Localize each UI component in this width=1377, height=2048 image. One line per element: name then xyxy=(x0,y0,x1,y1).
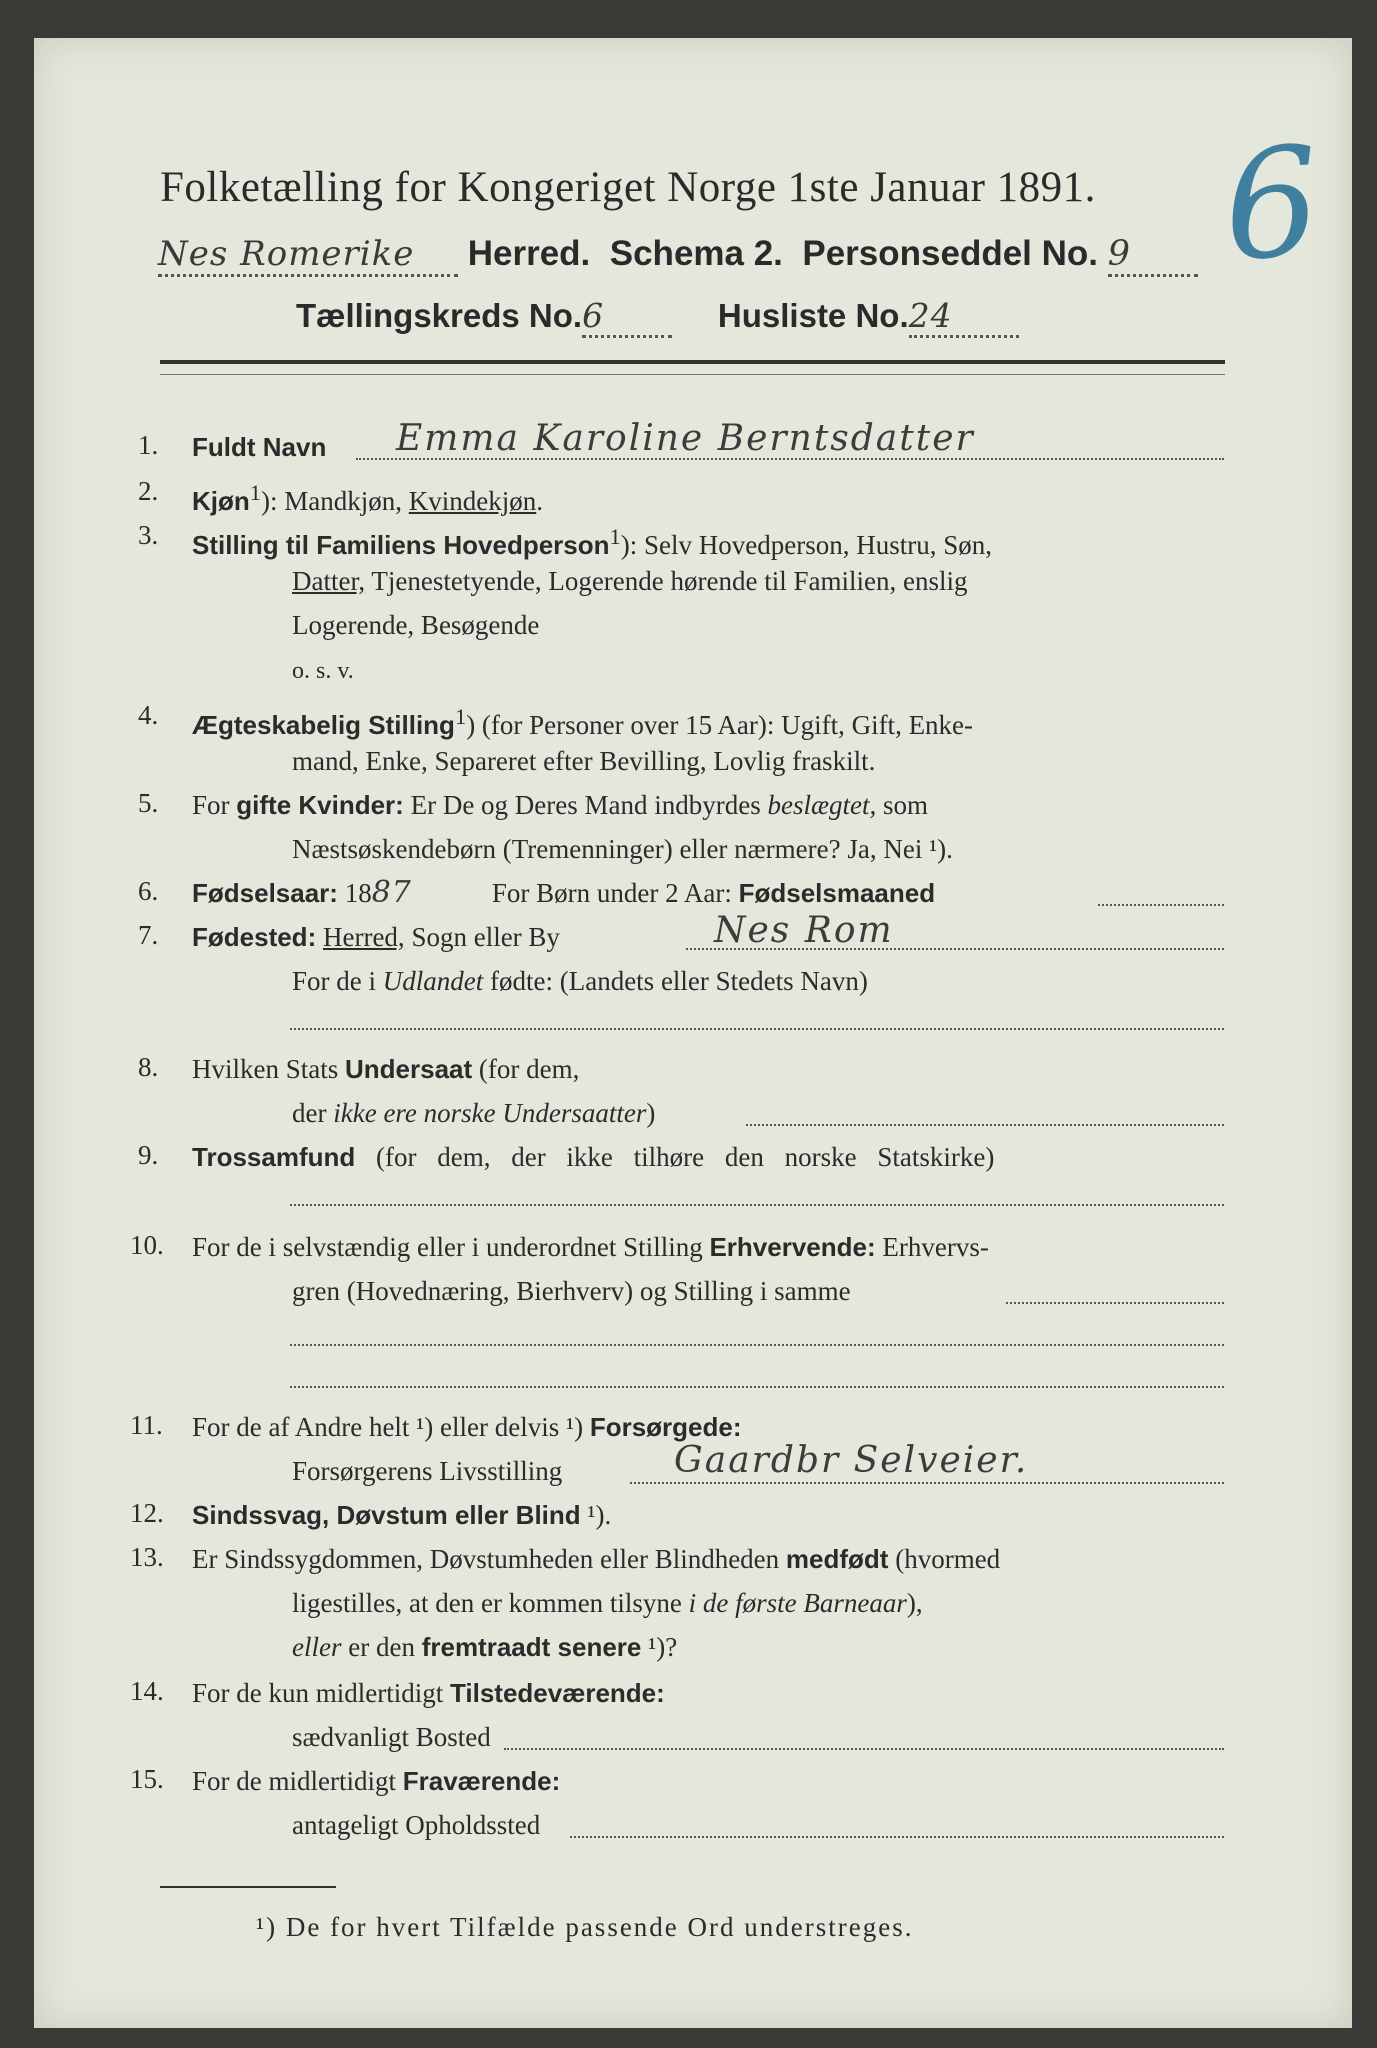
q15-b: Fraværende: xyxy=(402,1766,561,1796)
q1-name-value: Emma Karoline Berntsdatter xyxy=(396,418,975,459)
q6-prefix: 18 xyxy=(344,878,372,908)
q13-line2 xyxy=(292,1586,923,1620)
husliste-label: Husliste No. xyxy=(717,297,909,334)
q5-c: Er De og Deres Mand indbyrdes xyxy=(403,790,768,820)
q13-b: medfødt xyxy=(785,1544,889,1574)
q12-number: 12. xyxy=(130,1498,164,1528)
q9-text: (for dem, der ikke tilhøre den norske Statskirke) xyxy=(355,1142,995,1172)
q12-tail: ¹). xyxy=(580,1500,612,1530)
q7-fill-line xyxy=(686,948,1224,950)
q5-number: 5. xyxy=(138,788,159,818)
schema-label: Schema 2. xyxy=(609,234,783,273)
q11-line1 xyxy=(192,1410,742,1444)
q5-b: gifte Kvinder: xyxy=(236,790,404,820)
q5-d: beslægtet, xyxy=(767,790,877,820)
q7-number: 7. xyxy=(138,920,159,950)
kreds-value: 6 xyxy=(582,296,672,338)
q4-number: 4. xyxy=(138,700,159,730)
q2-number: 2. xyxy=(138,476,159,506)
header-rule xyxy=(160,360,1225,364)
q10-line1 xyxy=(192,1230,989,1264)
q14-a: For de kun midlertidigt xyxy=(192,1678,450,1708)
q10-fill-line xyxy=(1006,1302,1224,1304)
q7-text-b: Sogn eller By xyxy=(404,922,560,952)
header-rule-thin xyxy=(160,374,1225,375)
q4-sup: 1 xyxy=(454,704,467,729)
q3-line2-text: Tjenestetyende, Logerende hørende til Familien, enslig xyxy=(365,566,968,596)
q11-line2: Forsørgerens Livsstilling xyxy=(292,1456,563,1486)
q10-line2: gren (Hovednæring, Bierhverv) og Stilling i samme xyxy=(292,1276,851,1306)
q13-line3-a: eller xyxy=(292,1632,342,1662)
q3-line3: Logerende, Besøgende xyxy=(292,610,540,640)
q13-a: Er Sindssygdommen, Døvstumheden eller Blindheden xyxy=(192,1544,786,1574)
q10-fill-line2 xyxy=(290,1344,1224,1346)
q2-label: Kjøn xyxy=(192,486,250,516)
q2-text-c: . xyxy=(536,486,544,516)
q7-label: Fødested: xyxy=(192,922,317,952)
q1-label xyxy=(192,430,326,464)
q6-text: For Børn under 2 Aar: xyxy=(491,878,732,908)
q8-line2-a: der xyxy=(292,1098,334,1128)
q5-line2: Næstsøskendebørn (Tremenninger) eller nærmere? Ja, Nei ¹). xyxy=(292,834,953,864)
q7-birthplace-value: Nes Rom xyxy=(714,910,894,951)
q2-sup: 1 xyxy=(249,480,262,505)
footnote-rule xyxy=(160,1886,336,1888)
q15-fill-line xyxy=(570,1836,1224,1838)
q3-line1-text: ): Selv Hovedperson, Hustru, Søn, xyxy=(620,530,992,560)
q1-label-text: Fuldt Navn xyxy=(192,432,327,462)
q4-line1 xyxy=(192,700,973,742)
q11-provider-value: Gaardbr Selveier. xyxy=(674,1440,1029,1481)
q2-text-a: ): Mandkjøn, xyxy=(261,486,409,516)
q3-label: Stilling til Familiens Hovedperson xyxy=(192,530,610,560)
q7-line2-a: For de i xyxy=(292,966,383,996)
q11-fill-line xyxy=(630,1482,1224,1484)
q8-a: Hvilken Stats xyxy=(192,1054,345,1084)
header-line-kreds xyxy=(296,296,1019,338)
q11-number: 11. xyxy=(130,1410,163,1440)
q6-label2: Fødselsmaaned xyxy=(738,878,936,908)
q7-line2-b: Udlandet xyxy=(382,966,484,996)
q2-text xyxy=(192,476,543,518)
q5-line1 xyxy=(192,788,928,822)
q13-line3-d: ¹)? xyxy=(641,1632,678,1662)
q6-year-value: 87 xyxy=(371,875,412,910)
q8-line2-c: ) xyxy=(646,1098,656,1128)
q1-fill-line xyxy=(356,458,1224,460)
q3-sup: 1 xyxy=(609,524,621,549)
q8-fill-line xyxy=(746,1124,1224,1126)
q5-e: som xyxy=(876,790,929,820)
herred-value: Nes Romerike xyxy=(158,234,458,277)
q13-line2-a: ligestilles, at den er kommen tilsyne xyxy=(292,1588,689,1618)
footnote: ¹) De for hvert Tilfælde passende Ord understreges. xyxy=(256,1912,914,1942)
q14-line2: sædvanligt Bosted xyxy=(292,1722,491,1752)
q4-line2: mand, Enke, Separeret efter Bevilling, Lovlig fraskilt. xyxy=(292,746,876,776)
q14-b: Tilstedeværende: xyxy=(449,1678,665,1708)
q4-line1-text: ) (for Personer over 15 Aar): Ugift, Gift, Enke- xyxy=(466,710,974,740)
q14-line1 xyxy=(192,1676,665,1710)
q9-line xyxy=(192,1140,994,1174)
q8-line2 xyxy=(292,1096,655,1130)
q9-label: Trossamfund xyxy=(192,1142,356,1172)
q15-line1 xyxy=(192,1764,560,1798)
q8-line2-b: ikke ere norske Undersaatter xyxy=(333,1098,647,1128)
q13-line2-c: ), xyxy=(906,1588,923,1618)
q13-line3-c: fremtraadt senere xyxy=(421,1632,642,1662)
q7-line1 xyxy=(192,920,560,954)
q3-datter: Datter, xyxy=(292,566,366,596)
q15-a: For de midlertidigt xyxy=(192,1766,403,1796)
q5-a: For xyxy=(192,790,237,820)
q15-line2: antageligt Opholdssted xyxy=(292,1810,541,1840)
q2-kvindekjon: Kvindekjøn xyxy=(408,486,537,516)
q7-fill-line2 xyxy=(290,1028,1224,1030)
q3-line2 xyxy=(292,564,967,598)
q6-line xyxy=(192,876,935,910)
q6-fill-line xyxy=(1098,904,1224,906)
q13-number: 13. xyxy=(130,1542,164,1572)
q15-number: 15. xyxy=(130,1764,164,1794)
census-form-sheet xyxy=(34,38,1352,2028)
q13-c: (hvormed xyxy=(888,1544,1001,1574)
personseddel-value: 9 xyxy=(1108,234,1198,277)
q9-fill-line xyxy=(290,1204,1224,1206)
q14-fill-line xyxy=(504,1748,1224,1750)
personseddel-label: Personseddel No. xyxy=(802,234,1098,273)
q8-c: (for dem, xyxy=(472,1054,580,1084)
q3-line1 xyxy=(192,520,992,562)
q10-fill-line3 xyxy=(290,1386,1224,1388)
q10-b: Erhvervende: xyxy=(709,1232,876,1262)
q12-line xyxy=(192,1498,611,1532)
q11-b: Forsørgede: xyxy=(589,1412,742,1442)
q13-line1 xyxy=(192,1542,1000,1576)
q6-label: Fødselsaar: xyxy=(192,878,338,908)
q7-herred: Herred, xyxy=(322,922,405,952)
q1-number: 1. xyxy=(138,430,159,460)
q3-number: 3. xyxy=(138,520,159,550)
q7-line2-c: fødte: (Landets eller Stedets Navn) xyxy=(483,966,868,996)
q10-number: 10. xyxy=(130,1230,164,1260)
corner-number: 6 xyxy=(1218,114,1326,296)
form-title: Folketælling for Kongeriget Norge 1ste Januar 1891. xyxy=(160,164,1096,211)
q13-line3-b: er den xyxy=(341,1632,422,1662)
q13-line3 xyxy=(292,1630,677,1664)
q12-label: Sindssvag, Døvstum eller Blind xyxy=(192,1500,581,1530)
q11-a: For de af Andre helt ¹) eller delvis ¹) xyxy=(192,1412,590,1442)
q9-number: 9. xyxy=(138,1140,159,1170)
q4-label: Ægteskabelig Stilling xyxy=(192,710,455,740)
kreds-label: Tællingskreds No. xyxy=(296,297,583,334)
q10-a: For de i selvstændig eller i underordnet Stilling xyxy=(192,1232,710,1262)
q14-number: 14. xyxy=(130,1676,164,1706)
q13-line2-b: i de første Barneaar xyxy=(688,1588,907,1618)
q6-number: 6. xyxy=(138,876,159,906)
q7-line2 xyxy=(292,964,868,998)
q10-c: Erhvervs- xyxy=(875,1232,989,1262)
herred-label: Herred. xyxy=(467,234,591,273)
husliste-value: 24 xyxy=(909,296,1019,338)
q8-b: Undersaat xyxy=(345,1054,473,1084)
header-line-herred xyxy=(158,234,1198,277)
q8-line1 xyxy=(192,1052,579,1086)
q3-line4: o. s. v. xyxy=(292,658,354,684)
q8-number: 8. xyxy=(138,1052,159,1082)
